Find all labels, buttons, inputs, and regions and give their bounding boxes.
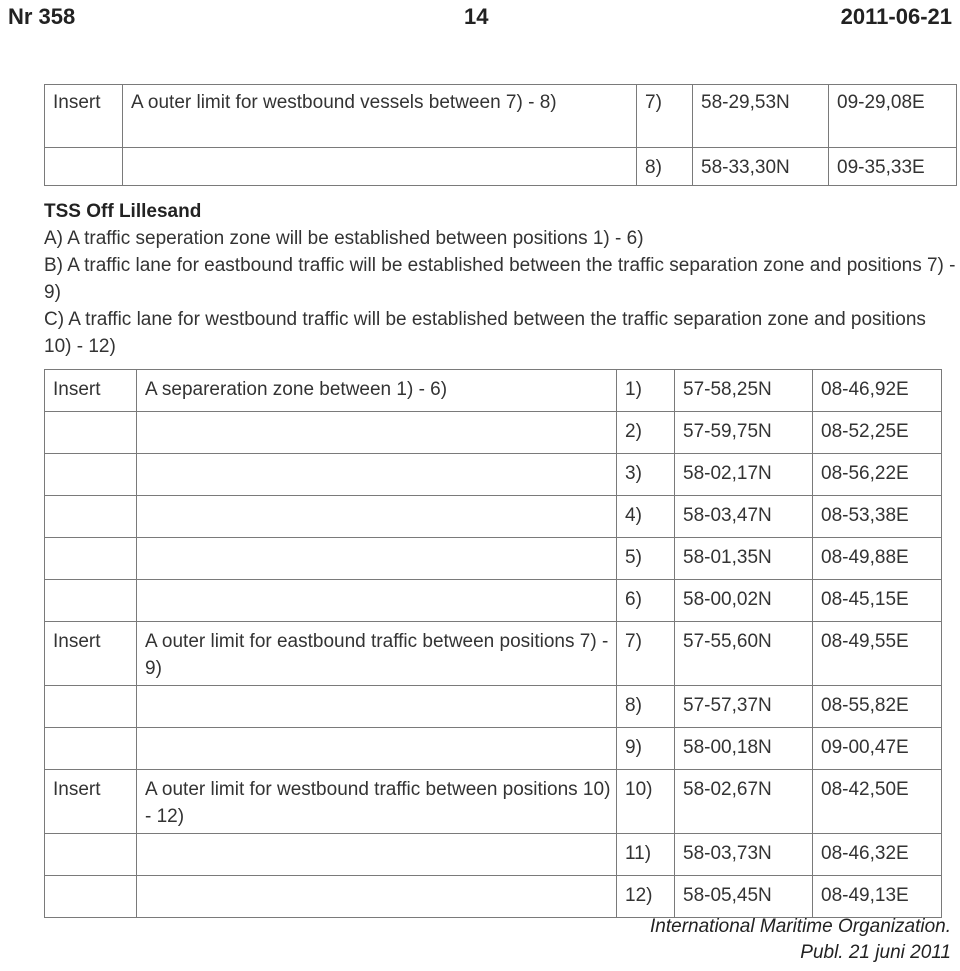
action-cell: Insert <box>45 85 123 148</box>
table-row <box>45 496 942 538</box>
position-number-cell: 4) <box>617 496 675 538</box>
section-line-a: A) A traffic seperation zone will be established between positions 1) - 6) <box>44 228 644 249</box>
position-number-cell: 6) <box>617 580 675 622</box>
latitude-cell: 58-03,47N <box>675 496 813 538</box>
description-cell <box>137 834 617 876</box>
action-cell <box>45 148 123 186</box>
position-number-cell: 7) <box>637 85 693 148</box>
latitude-cell: 58-33,30N <box>693 148 829 186</box>
description-cell: A outer limit for eastbound traffic between positions 7) - 9) <box>137 622 617 686</box>
position-number-cell: 2) <box>617 412 675 454</box>
description-cell: A outer limit for westbound vessels between 7) - 8) <box>123 85 637 148</box>
table-row <box>45 538 942 580</box>
action-cell: Insert <box>45 370 137 412</box>
publication-note: Publ. 21 juni 2011 <box>800 942 951 963</box>
description-cell <box>137 728 617 770</box>
action-cell <box>45 454 137 496</box>
action-cell <box>45 496 137 538</box>
action-cell <box>45 580 137 622</box>
longitude-cell: 08-49,13E <box>813 876 942 918</box>
longitude-cell: 09-35,33E <box>829 148 957 186</box>
latitude-cell: 57-55,60N <box>675 622 813 686</box>
latitude-cell: 57-59,75N <box>675 412 813 454</box>
table-row <box>45 85 957 148</box>
latitude-cell: 58-01,35N <box>675 538 813 580</box>
table-row <box>45 622 942 686</box>
description-cell: A separeration zone between 1) - 6) <box>137 370 617 412</box>
latitude-cell: 57-58,25N <box>675 370 813 412</box>
description-cell <box>137 686 617 728</box>
longitude-cell: 08-52,25E <box>813 412 942 454</box>
table-row <box>45 834 942 876</box>
position-number-cell: 1) <box>617 370 675 412</box>
position-number-cell: 3) <box>617 454 675 496</box>
latitude-cell: 58-00,18N <box>675 728 813 770</box>
longitude-cell: 08-56,22E <box>813 454 942 496</box>
latitude-cell: 58-03,73N <box>675 834 813 876</box>
description-cell: A outer limit for westbound traffic between positions 10) - 12) <box>137 770 617 834</box>
page-number: 14 <box>464 4 489 29</box>
longitude-cell: 09-00,47E <box>813 728 942 770</box>
action-cell <box>45 686 137 728</box>
position-table-2 <box>44 369 942 918</box>
section-title: TSS Off Lillesand <box>44 201 202 222</box>
longitude-cell: 08-42,50E <box>813 770 942 834</box>
section-line-b: B) A traffic lane for eastbound traffic will be established between the traffic separation zone and positions 7) - 9) <box>44 255 956 303</box>
organization-credit: International Maritime Organization. <box>650 916 951 937</box>
latitude-cell: 58-05,45N <box>675 876 813 918</box>
action-cell <box>45 728 137 770</box>
table-row <box>45 876 942 918</box>
position-table-1 <box>44 84 957 186</box>
latitude-cell: 58-29,53N <box>693 85 829 148</box>
position-number-cell: 5) <box>617 538 675 580</box>
table-row <box>45 412 942 454</box>
section-line-c: C) A traffic lane for westbound traffic will be established between the traffic separation zone and positions 10) - 12) <box>44 309 926 357</box>
longitude-cell: 08-49,55E <box>813 622 942 686</box>
latitude-cell: 58-02,17N <box>675 454 813 496</box>
longitude-cell: 08-46,92E <box>813 370 942 412</box>
tss-description <box>44 198 956 360</box>
position-number-cell: 12) <box>617 876 675 918</box>
description-cell <box>137 496 617 538</box>
table-row <box>45 370 942 412</box>
action-cell <box>45 412 137 454</box>
table-row <box>45 148 957 186</box>
description-cell <box>137 454 617 496</box>
position-number-cell: 10) <box>617 770 675 834</box>
longitude-cell: 08-55,82E <box>813 686 942 728</box>
action-cell: Insert <box>45 770 137 834</box>
position-number-cell: 11) <box>617 834 675 876</box>
action-cell <box>45 538 137 580</box>
description-cell <box>137 580 617 622</box>
position-number-cell: 9) <box>617 728 675 770</box>
longitude-cell: 08-45,15E <box>813 580 942 622</box>
position-number-cell: 7) <box>617 622 675 686</box>
description-cell <box>137 876 617 918</box>
table-row <box>45 580 942 622</box>
table-row <box>45 686 942 728</box>
notice-number: Nr 358 <box>8 4 76 29</box>
latitude-cell: 58-00,02N <box>675 580 813 622</box>
table-row <box>45 728 942 770</box>
description-cell <box>137 412 617 454</box>
table-row <box>45 770 942 834</box>
position-number-cell: 8) <box>617 686 675 728</box>
longitude-cell: 09-29,08E <box>829 85 957 148</box>
latitude-cell: 58-02,67N <box>675 770 813 834</box>
longitude-cell: 08-46,32E <box>813 834 942 876</box>
position-number-cell: 8) <box>637 148 693 186</box>
description-cell <box>123 148 637 186</box>
action-cell: Insert <box>45 622 137 686</box>
description-cell <box>137 538 617 580</box>
publication-date: 2011-06-21 <box>840 4 952 29</box>
longitude-cell: 08-49,88E <box>813 538 942 580</box>
action-cell <box>45 876 137 918</box>
action-cell <box>45 834 137 876</box>
table-row <box>45 454 942 496</box>
longitude-cell: 08-53,38E <box>813 496 942 538</box>
latitude-cell: 57-57,37N <box>675 686 813 728</box>
